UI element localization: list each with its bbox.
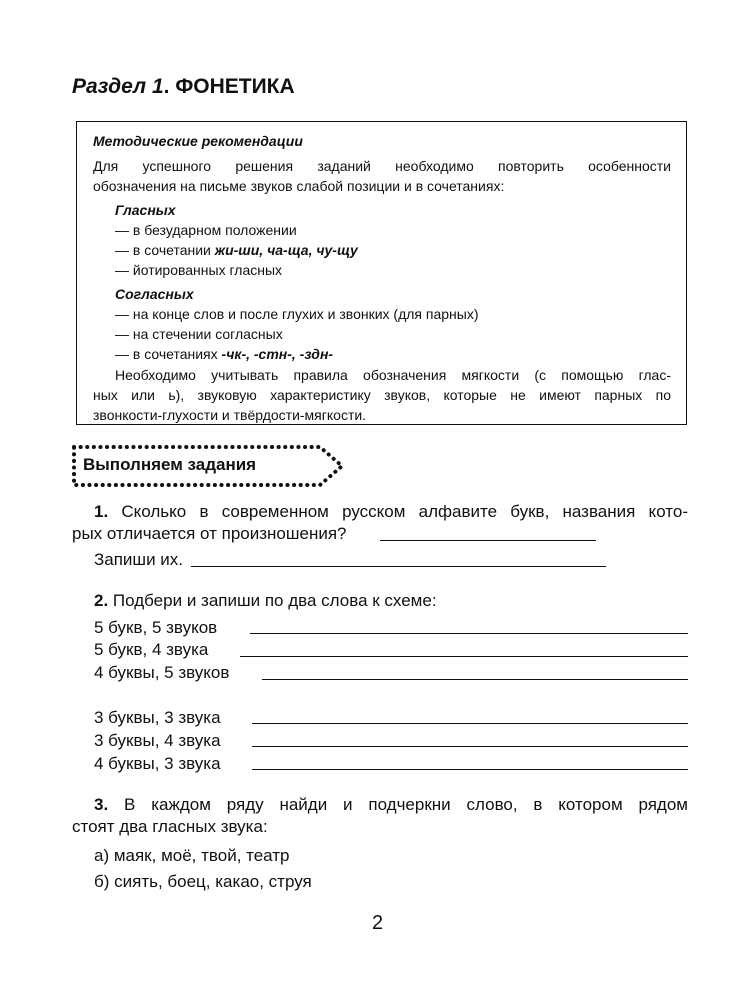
section-separator: . [163, 75, 170, 98]
task-3-line-1 [72, 794, 688, 816]
task-3-text-1: В каждом ряду найди и подчеркни слово, в котором рядом [124, 795, 688, 814]
consonants-item-3-prefix: — в сочетаниях [115, 346, 222, 362]
scheme-label-1: 5 букв, 5 звуков [94, 618, 218, 637]
task-1-answer-line-2[interactable] [191, 566, 606, 567]
recommendations-intro-line-2: обозначения на письме звуков слабой позиции и в сочетаниях: [93, 178, 505, 194]
scheme-answer-line-2[interactable] [240, 656, 688, 657]
task-2-number: 2. [94, 591, 109, 610]
task-1-text-1: Сколько в современном русском алфавите букв, названия кото- [121, 502, 688, 521]
consonants-item-3 [115, 344, 333, 364]
task-3-option-b: б) сиять, боец, какао, струя [94, 872, 312, 891]
section-label: Раздел 1 [72, 75, 164, 98]
vowels-item-1: — в безударном положении [115, 222, 297, 238]
task-1-line-2: рых отличается от произношения? [72, 524, 347, 543]
scheme-label-5: 3 буквы, 4 звука [94, 731, 221, 750]
consonants-item-2: — на стечении согласных [115, 326, 283, 342]
vowels-item-2-combos: жи-ши, ча-ща, чу-щу [214, 242, 358, 258]
note-line-1: Необходимо учитывать правила обозначения мягкости (с помощью глас- [115, 367, 671, 383]
task-3-option-a: а) маяк, моё, твой, театр [94, 846, 290, 865]
recommendations-title: Методические рекомендации [93, 133, 303, 149]
task-1-write-label: Запиши их. [94, 550, 184, 569]
vowels-item-2-prefix: — в сочетании [115, 242, 215, 258]
scheme-answer-line-4[interactable] [252, 723, 688, 724]
scheme-label-3: 4 буквы, 5 звуков [94, 663, 230, 682]
consonants-item-1: — на конце слов и после глухих и звонких (для парных) [115, 306, 479, 322]
consonants-heading: Согласных [115, 286, 194, 302]
task-3-number: 3. [94, 795, 109, 814]
scheme-answer-line-6[interactable] [252, 769, 688, 770]
scheme-answer-line-3[interactable] [262, 679, 688, 680]
section-title [72, 75, 295, 99]
vowels-item-3: — йотированных гласных [115, 262, 283, 278]
page-number: 2 [372, 912, 384, 934]
note-line-3: звонкости-глухости и твёрдости-мягкости. [93, 407, 367, 423]
scheme-answer-line-1[interactable] [250, 633, 688, 634]
tasks-banner-label: Выполняем задания [83, 455, 257, 474]
recommendations-box [76, 121, 687, 425]
scheme-label-4: 3 буквы, 3 звука [94, 708, 221, 727]
consonants-item-3-combos: -чк-, -стн-, -здн- [221, 346, 334, 362]
recommendations-intro-line-1: Для успешного решения заданий необходимо повторить особенности [93, 158, 671, 174]
task-2-text: Подбери и запиши по два слова к схеме: [112, 591, 437, 610]
task-1-line-1 [72, 501, 688, 523]
section-name: ФОНЕТИКА [175, 75, 295, 98]
task-3-line-2: стоят два гласных звука: [72, 817, 268, 836]
tasks-banner [70, 443, 350, 489]
scheme-label-2: 5 букв, 4 звука [94, 640, 209, 659]
task-2-prompt [94, 590, 437, 612]
task-1-answer-line-1[interactable] [380, 540, 596, 541]
task-1-number: 1. [94, 502, 109, 521]
scheme-answer-line-5[interactable] [252, 746, 688, 747]
vowels-item-2 [115, 240, 358, 260]
note-line-2: ных или ь), звуковую характеристику звуков, которые не имеют парных по [93, 387, 671, 403]
vowels-heading: Гласных [115, 202, 176, 218]
scheme-label-6: 4 буквы, 3 звука [94, 754, 221, 773]
